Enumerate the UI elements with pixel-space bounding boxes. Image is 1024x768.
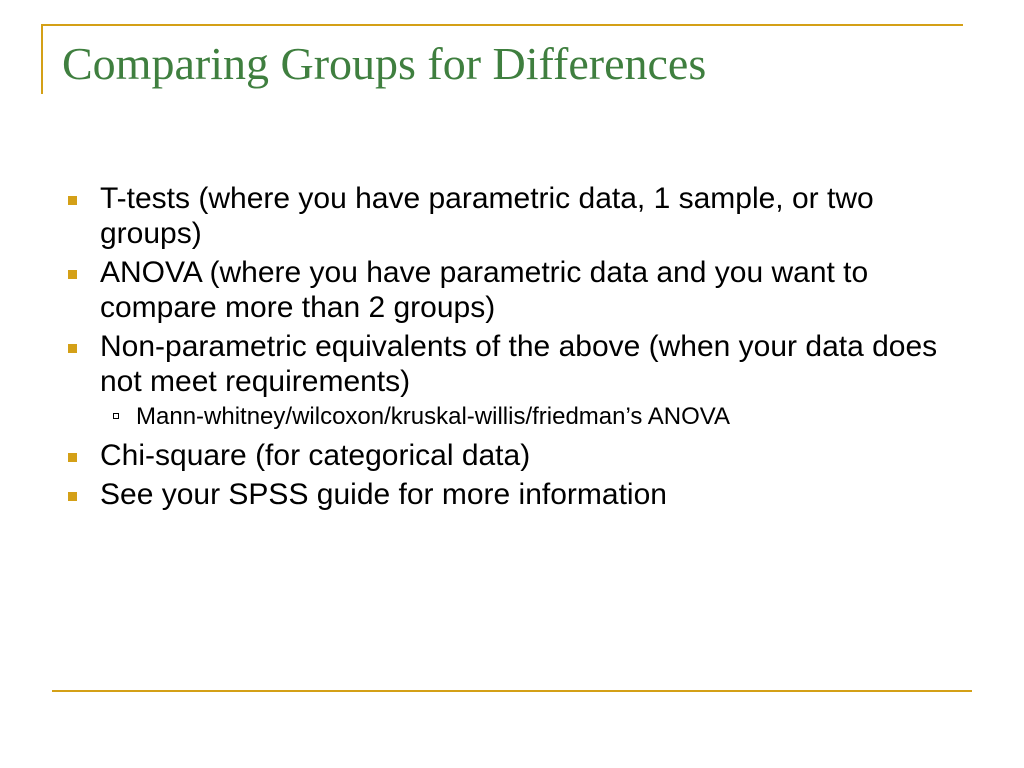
sub-bullet-item xyxy=(100,402,968,432)
bullet-list xyxy=(68,181,968,516)
top-divider xyxy=(41,24,963,26)
bullet-item xyxy=(68,255,968,325)
bullet-item xyxy=(68,438,968,473)
bullet-item xyxy=(68,181,968,251)
slide-title: Comparing Groups for Differences xyxy=(62,38,707,89)
bullet-text: T-tests (where you have parametric data, 1 sample, or two groups) xyxy=(100,182,874,250)
sub-bullet-text: Mann-whitney/wilcoxon/kruskal-willis/friedman’s ANOVA xyxy=(136,403,730,430)
left-divider xyxy=(41,24,43,94)
bullet-item xyxy=(68,329,968,432)
hollow-square-bullet-icon xyxy=(113,413,119,419)
square-bullet-icon xyxy=(68,492,77,501)
square-bullet-icon xyxy=(68,344,77,353)
square-bullet-icon xyxy=(68,196,77,205)
bullet-text: Non-parametric equivalents of the above (when your data does not meet requirements) xyxy=(100,330,938,398)
bullet-text: See your SPSS guide for more information xyxy=(100,478,667,511)
bullet-text: ANOVA (where you have parametric data and you want to compare more than 2 groups) xyxy=(100,256,869,324)
bullet-text: Chi-square (for categorical data) xyxy=(100,439,531,472)
bottom-divider xyxy=(52,690,972,692)
square-bullet-icon xyxy=(68,453,77,462)
bullet-item xyxy=(68,477,968,512)
sub-bullet-list xyxy=(100,402,968,432)
square-bullet-icon xyxy=(68,270,77,279)
